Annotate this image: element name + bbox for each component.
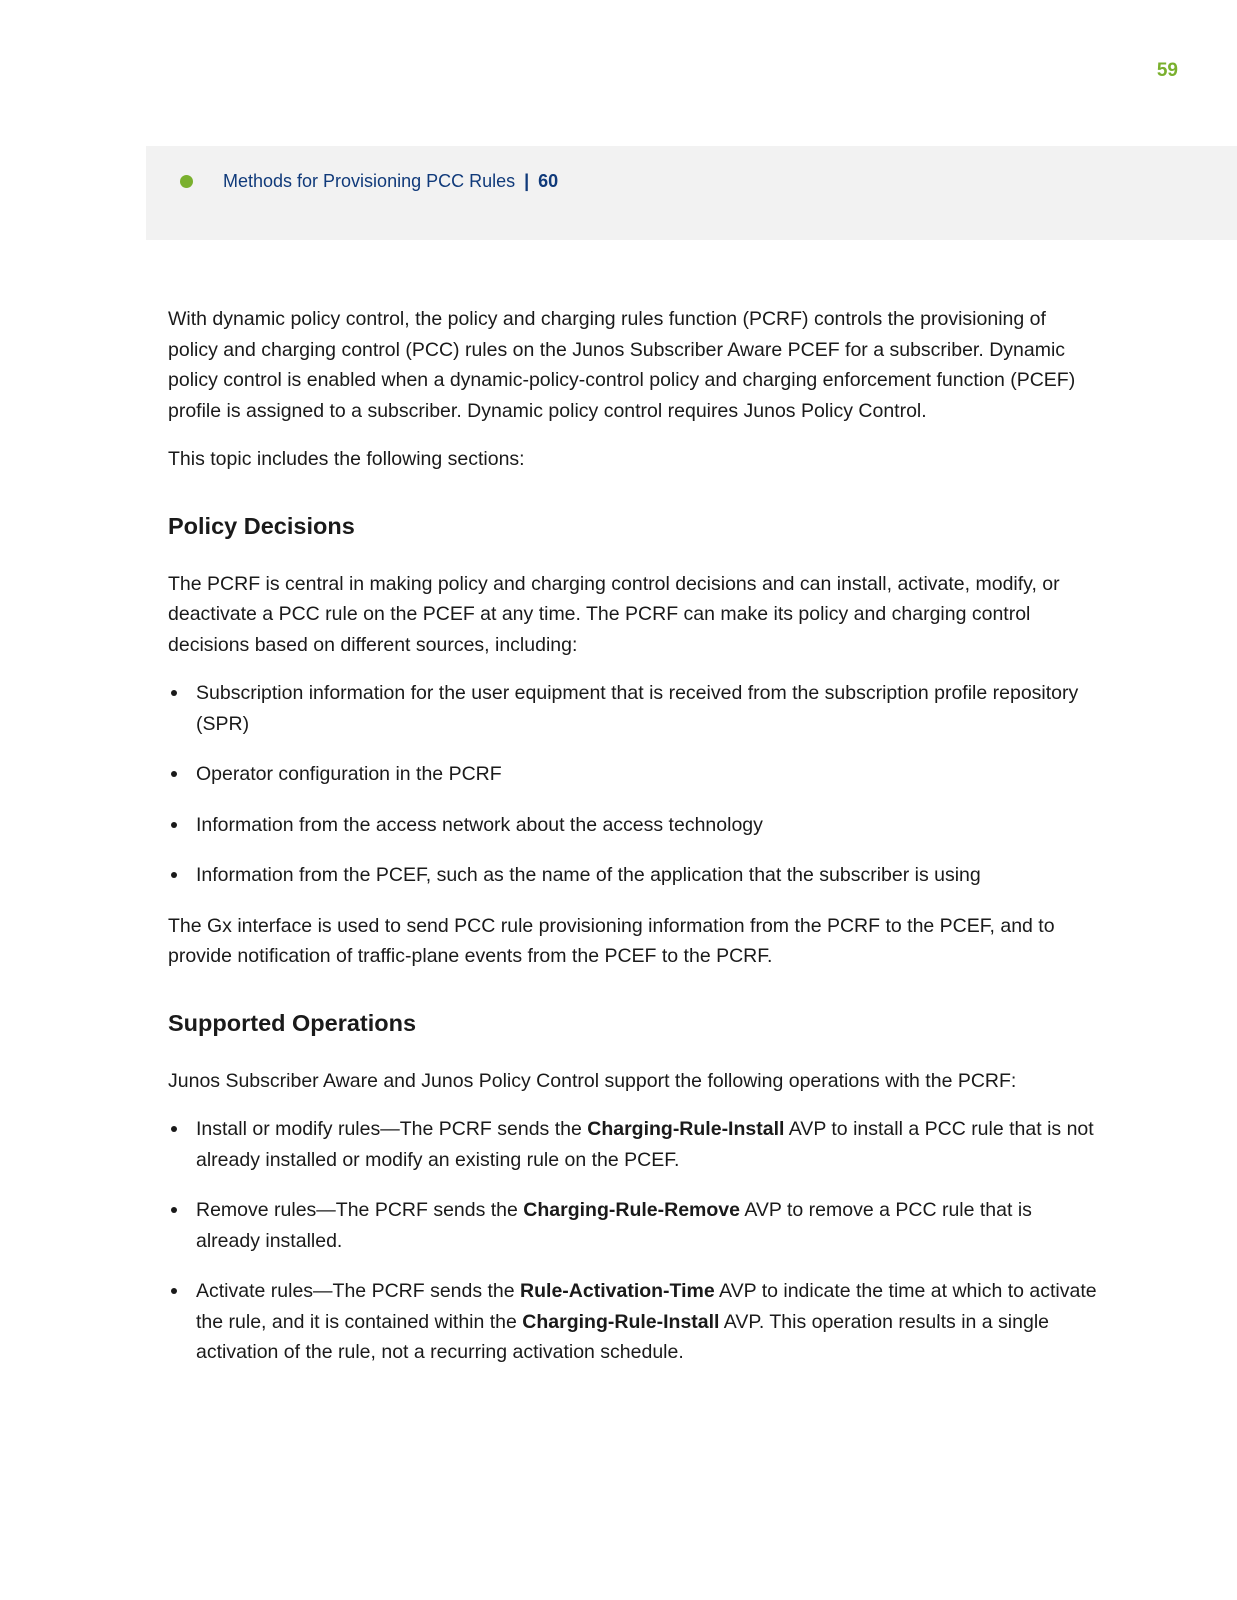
page-number: 59 bbox=[1156, 60, 1178, 81]
list-item bbox=[168, 860, 1100, 891]
toc-page-link[interactable]: 60 bbox=[538, 171, 559, 191]
policy-decisions-heading: Policy Decisions bbox=[168, 512, 355, 539]
list-item-remove bbox=[168, 1195, 1100, 1256]
activate-term: Rule-Activation-Time bbox=[520, 1280, 715, 1302]
activate-term2: Charging-Rule-Install bbox=[522, 1310, 720, 1333]
bullet-icon bbox=[171, 822, 177, 828]
remove-suffix: AVP to remove a PCC rule that is already installed. bbox=[196, 1199, 1032, 1252]
bullet-icon bbox=[171, 771, 177, 777]
bullet-icon bbox=[171, 1126, 177, 1132]
list-item-text: Information from the PCEF, such as the name of the application that the subscriber is using bbox=[196, 864, 981, 886]
remove-prefix: Remove rules—The PCRF sends the bbox=[196, 1199, 524, 1221]
list-item bbox=[168, 678, 1100, 739]
list-item bbox=[168, 810, 1100, 841]
activate-prefix: Activate rules—The PCRF sends the bbox=[196, 1280, 521, 1302]
sections-intro: This topic includes the following sections: bbox=[168, 448, 525, 470]
list-item-text: Subscription information for the user equipment that is received from the subscription profile repository (SPR) bbox=[196, 682, 1079, 735]
supported-operations-paragraph: Junos Subscriber Aware and Junos Policy Control support the following operations with the PCRF: bbox=[168, 1069, 1017, 1092]
list-item-text: Information from the access network about the access technology bbox=[196, 813, 763, 836]
install-prefix: Install or modify rules—The PCRF sends the bbox=[196, 1118, 588, 1140]
install-term: Charging-Rule-Install bbox=[587, 1118, 785, 1140]
activate-suffix: AVP. This operation results in a single activation of the rule, not a recurring activation schedule. bbox=[196, 1310, 1049, 1363]
list-item-text: Operator configuration in the PCRF bbox=[196, 763, 502, 785]
toc-separator: | bbox=[524, 171, 530, 191]
main-content bbox=[168, 304, 1100, 1388]
remove-term: Charging-Rule-Remove bbox=[523, 1199, 740, 1221]
list-item-install bbox=[168, 1114, 1100, 1175]
intro-paragraph: With dynamic policy control, the policy and charging rules function (PCRF) controls the provisioning of policy and charging control (PCC) rules on the Junos Subscriber Aware PCEF for a subscriber. Dynamic policy control is enabled when a dynamic-policy-control policy and charging enforcement function (PCEF) profile is assigned to a subscriber. Dynamic policy control requires Junos Policy Control. bbox=[168, 308, 1076, 422]
activate-middle: AVP to indicate the time at which to activate the rule, and it is contained within the bbox=[196, 1280, 1097, 1333]
supported-operations-heading: Supported Operations bbox=[168, 1009, 417, 1036]
mini-toc bbox=[146, 146, 1237, 240]
bullet-icon bbox=[171, 1288, 177, 1294]
policy-decisions-paragraph: The PCRF is central in making policy and charging control decisions and can install, activate, modify, or deactivate a PCC rule on the PCEF at any time. The PCRF can make its policy and charging control decisions based on different sources, including: bbox=[168, 572, 1060, 656]
bullet-icon bbox=[171, 690, 177, 696]
toc-entry-link[interactable]: Methods for Provisioning PCC Rules bbox=[223, 171, 516, 191]
operations-list bbox=[168, 1114, 1100, 1368]
install-suffix: AVP to install a PCC rule that is not already installed or modify an existing rule on the PCEF. bbox=[196, 1118, 1094, 1171]
bullet-icon bbox=[171, 872, 177, 878]
toc-entry[interactable] bbox=[180, 171, 558, 192]
bullet-icon bbox=[171, 1207, 177, 1213]
list-item bbox=[168, 759, 1100, 790]
policy-sources-list bbox=[168, 678, 1100, 891]
bullet-icon bbox=[180, 175, 193, 188]
gx-interface-paragraph: The Gx interface is used to send PCC rule provisioning information from the PCRF to the PCEF, and to provide notification of traffic-plane events from the PCEF to the PCRF. bbox=[168, 914, 1055, 967]
list-item-activate bbox=[168, 1276, 1100, 1368]
